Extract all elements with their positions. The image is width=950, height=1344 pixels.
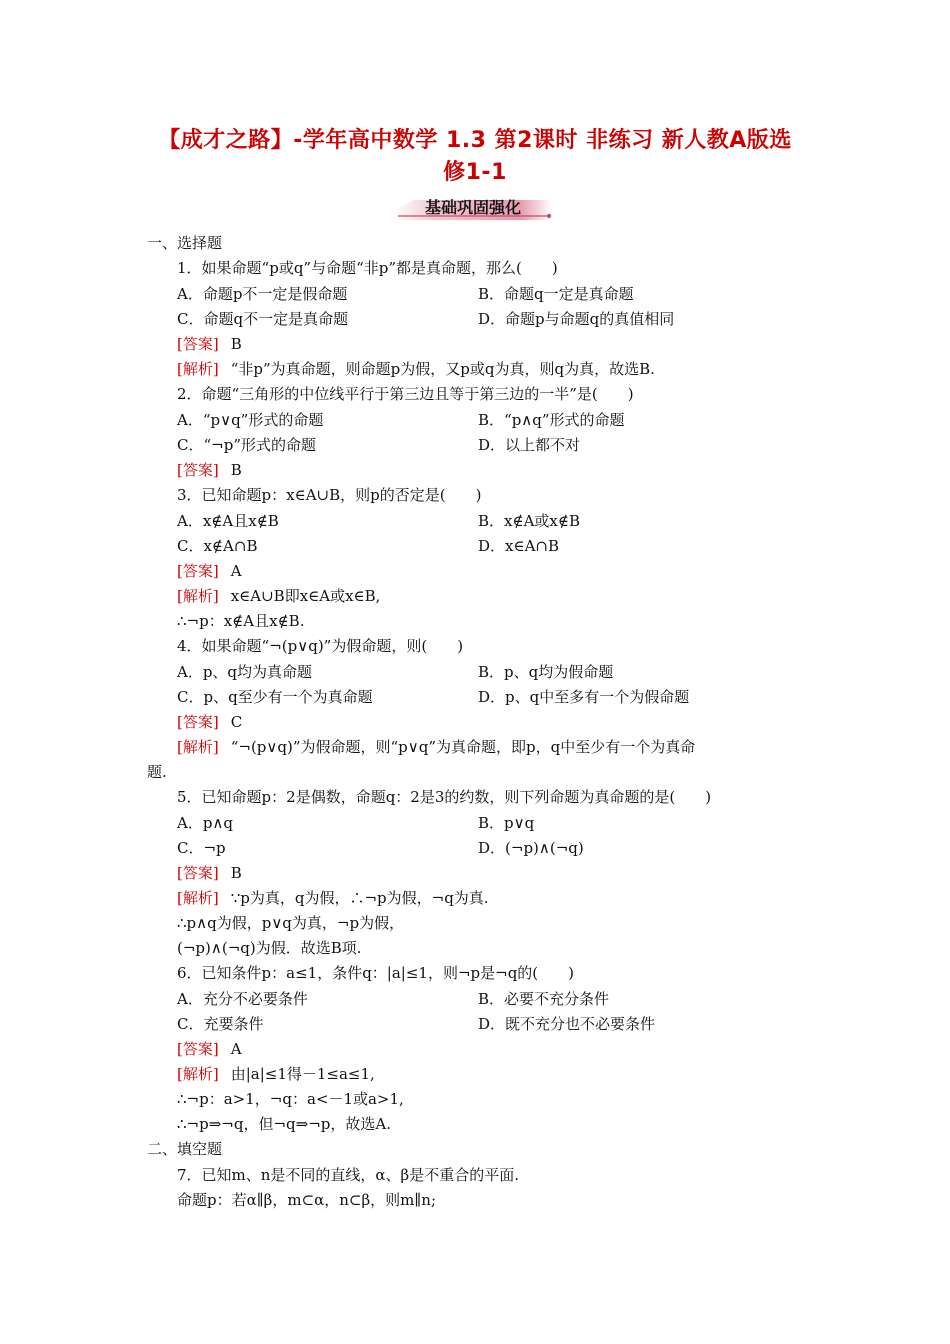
text-line <box>177 384 634 404</box>
text-line <box>177 1014 263 1034</box>
line-text: B <box>230 461 242 479</box>
text-line <box>147 762 167 782</box>
document-title-line2: 修1-1 <box>443 160 507 185</box>
text-line <box>177 334 242 354</box>
text-line <box>177 787 711 807</box>
text-line <box>177 863 242 883</box>
analysis-tag: [解析] <box>177 360 219 378</box>
answer-tag: [答案] <box>177 562 219 580</box>
text-line <box>177 359 655 379</box>
line-text: C．x∉A∩B <box>177 537 258 555</box>
line-text: ∴¬p：x∉A且x∉B. <box>177 612 305 630</box>
line-text: 一、选择题 <box>147 234 223 252</box>
line-text: A．x∉A且x∉B <box>177 512 279 530</box>
line-text: B <box>230 864 242 882</box>
text-line <box>177 611 304 631</box>
line-text: x∈A∪B即x∈A或x∈B, <box>230 587 381 605</box>
text-line <box>177 410 323 430</box>
option-right: D．既不充分也不必要条件 <box>478 1015 656 1033</box>
answer-tag: [答案] <box>177 1040 219 1058</box>
option-right: D．命题p与命题q的真值相同 <box>478 310 675 328</box>
analysis-tag: [解析] <box>177 889 219 907</box>
text-line <box>177 1064 375 1084</box>
text-line <box>177 485 481 505</box>
option-right: B．p∨q <box>478 814 535 832</box>
line-text: A．充分不必要条件 <box>177 990 308 1008</box>
text-line <box>147 233 222 253</box>
text-line <box>177 1114 391 1134</box>
option-right: D．以上都不对 <box>478 436 581 454</box>
line-text: C <box>230 713 243 731</box>
analysis-tag: [解析] <box>177 738 219 756</box>
line-text: ∴¬p⇒¬q，但¬q⇒¬p，故选A. <box>177 1115 391 1133</box>
text-line <box>177 511 279 531</box>
option-right: D．x∈A∩B <box>478 537 560 555</box>
answer-tag: [答案] <box>177 335 219 353</box>
text-line <box>177 737 695 757</box>
line-text: 1．如果命题“p或q”与命题“非p”都是真命题，那么( ) <box>177 259 558 277</box>
text-line <box>177 435 316 455</box>
text-line <box>177 309 348 329</box>
text-line <box>177 989 308 1009</box>
answer-tag: [答案] <box>177 864 219 882</box>
line-text: A．p、q均为真命题 <box>177 663 313 681</box>
text-line <box>177 1190 436 1210</box>
line-text: ∴¬p：a>1，¬q：a<－1或a>1, <box>177 1090 404 1108</box>
line-text: C．命题q不一定是真命题 <box>177 310 349 328</box>
line-text: ∴p∧q为假，p∨q为真，¬p为假， <box>177 914 405 932</box>
option-right: B．p、q均为假命题 <box>478 663 614 681</box>
line-text: “非p”为真命题，则命题p为假，又p或q为真，则q为真，故选B. <box>230 360 655 378</box>
line-text: A <box>230 562 242 580</box>
document-title-line1: 【成才之路】-学年高中数学 1.3 第2课时 非练习 新人教A版选 <box>158 128 792 153</box>
text-line <box>177 1165 519 1185</box>
text-line <box>177 662 312 682</box>
text-line <box>177 838 226 858</box>
text-line <box>177 258 558 278</box>
text-line <box>177 687 373 707</box>
text-line <box>147 1139 222 1159</box>
line-text: “¬(p∨q)”为假命题，则“p∨q”为真命题，即p，q中至少有一个为真命 <box>230 738 696 756</box>
line-text: 由|a|≤1得－1≤a≤1, <box>230 1065 375 1083</box>
option-right: B．命题q一定是真命题 <box>478 285 634 303</box>
line-text: A．p∧q <box>177 814 234 832</box>
line-text: C．充要条件 <box>177 1015 264 1033</box>
line-text: 2．命题“三角形的中位线平行于第三边且等于第三边的一半”是( ) <box>177 385 634 403</box>
line-text: A．命题p不一定是假命题 <box>177 285 348 303</box>
text-line <box>177 284 347 304</box>
text-line <box>177 963 574 983</box>
line-text: 命题p：若α∥β，m⊂α，n⊂β，则m∥n; <box>177 1191 437 1209</box>
text-line <box>177 938 362 958</box>
text-line <box>177 586 380 606</box>
text-line <box>177 913 404 933</box>
option-right: B．必要不充分条件 <box>478 990 610 1008</box>
answer-tag: [答案] <box>177 713 219 731</box>
line-text: 7．已知m、n是不同的直线，α、β是不重合的平面. <box>177 1166 519 1184</box>
text-line <box>177 1089 404 1109</box>
line-text: (¬p)∧(¬q)为假．故选B项. <box>177 939 362 957</box>
text-line <box>177 561 242 581</box>
line-text: C．p、q至少有一个为真命题 <box>177 688 373 706</box>
line-text: 6．已知条件p：a≤1，条件q：|a|≤1，则¬p是¬q的( ) <box>177 964 575 982</box>
text-line <box>177 460 242 480</box>
line-text: 3．已知命题p：x∈A∪B，则p的否定是( ) <box>177 486 482 504</box>
line-text: C．“¬p”形式的命题 <box>177 436 316 454</box>
section-banner-label: 基础巩固强化 <box>424 198 521 217</box>
analysis-tag: [解析] <box>177 587 219 605</box>
text-line <box>177 712 242 732</box>
line-text: 5．已知命题p：2是偶数，命题q：2是3的约数，则下列命题为真命题的是( ) <box>177 788 712 806</box>
line-text: A <box>230 1040 242 1058</box>
text-line <box>177 1039 242 1059</box>
line-text: 4．如果命题“¬(p∨q)”为假命题，则( ) <box>177 637 464 655</box>
line-text: 题. <box>147 763 167 781</box>
option-right: D．p、q中至多有一个为假命题 <box>478 688 690 706</box>
answer-tag: [答案] <box>177 461 219 479</box>
option-right: B．x∉A或x∉B <box>478 512 581 530</box>
line-text: B <box>230 335 242 353</box>
line-text: 二、填空题 <box>147 1140 223 1158</box>
analysis-tag: [解析] <box>177 1065 219 1083</box>
text-line <box>177 888 489 908</box>
option-right: D．(¬p)∧(¬q) <box>478 839 584 857</box>
line-text: C．¬p <box>177 839 226 857</box>
text-line <box>177 536 257 556</box>
text-line <box>177 813 233 833</box>
line-text: ∵p为真，q为假，∴¬p为假，¬q为真. <box>230 889 489 907</box>
text-line <box>177 636 463 656</box>
line-text: A．“p∨q”形式的命题 <box>177 411 324 429</box>
option-right: B．“p∧q”形式的命题 <box>478 411 625 429</box>
